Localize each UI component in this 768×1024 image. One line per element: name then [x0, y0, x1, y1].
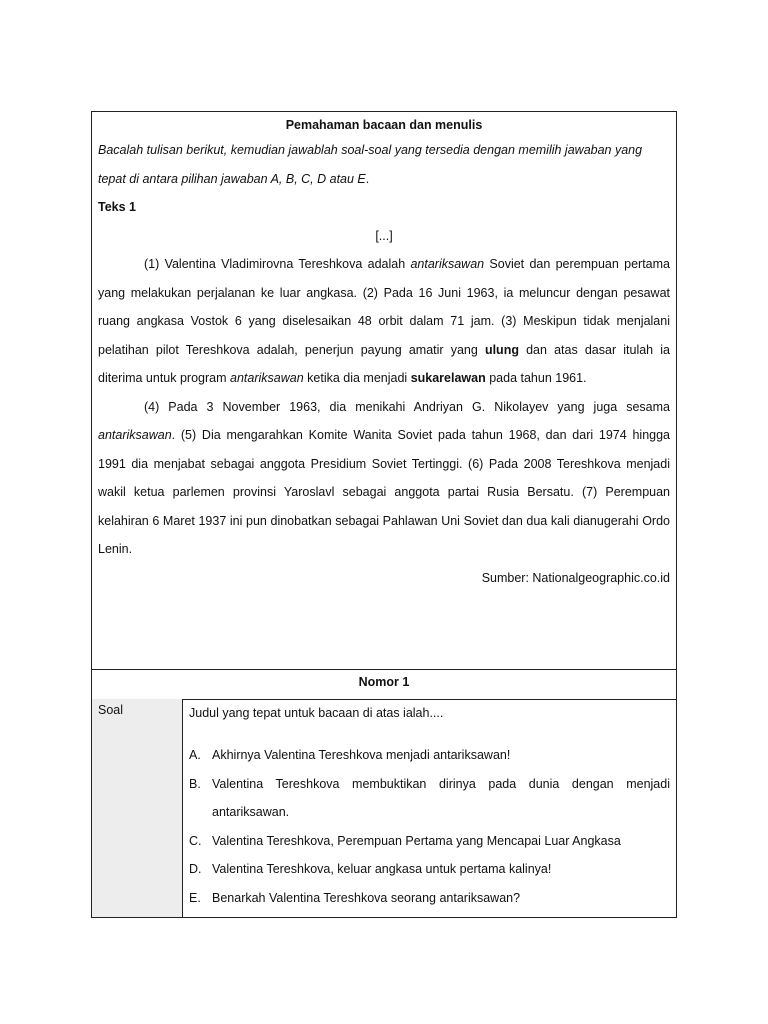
- question-box: [91, 669, 677, 918]
- option-d[interactable]: [189, 855, 670, 884]
- option-text: Valentina Tereshkova, Perempuan Pertama yang Mencapai Luar Angkasa: [212, 833, 621, 848]
- option-text: Akhirnya Valentina Tereshkova menjadi antariksawan!: [212, 748, 511, 762]
- question-row: [92, 699, 676, 917]
- paragraph-2: (4) Pada 3 November 1963, dia menikahi Andriyan G. Nikolayev yang juga sesama antariksawan. (5) Dia mengarahkan Komite Wanita Soviet pada tahun 1968, dan dari 1974 hingga 1991 dia menjabat sebagai anggota Presidium Soviet Tertinggi. (6) Pada 2008 Tereshkova menjadi wakil ketua parlemen provinsi Yaroslavl sebagai anggota partai Rusia Bersatu. (7) Perempuan kelahiran 6 Maret 1937 ini pun dinobatkan sebagai Pahlawan Uni Soviet dan dua kali dianugerahi Ordo Lenin.: [98, 399, 670, 556]
- option-key: E.: [189, 890, 201, 905]
- page-title: Pemahaman bacaan dan menulis: [285, 118, 483, 132]
- reading-passage-box: [91, 111, 677, 670]
- option-key: D.: [189, 862, 202, 876]
- ellipsis: [...]: [375, 228, 393, 243]
- option-text: Valentina Tereshkova membuktikan dirinya pada dunia dengan menjadi antariksawan.: [212, 776, 670, 819]
- question-text: Judul yang tepat untuk bacaan di atas ialah....: [189, 706, 444, 720]
- option-key: B.: [189, 776, 201, 791]
- option-text: Valentina Tereshkova, keluar angkasa untuk pertama kalinya!: [212, 862, 552, 876]
- question-number: Nomor 1: [92, 670, 676, 700]
- option-e[interactable]: [189, 884, 670, 913]
- option-key: C.: [189, 833, 202, 848]
- question-content: [183, 699, 676, 917]
- option-key: A.: [189, 748, 201, 762]
- instruction-text: Bacalah tulisan berikut, kemudian jawablah soal-soal yang tersedia dengan memilih jawaban yang tepat di antara pilihan jawaban A, B, C, D atau E.: [98, 143, 643, 186]
- option-a[interactable]: [189, 741, 670, 770]
- source-line: Sumber: Nationalgeographic.co.id: [481, 570, 670, 585]
- option-b[interactable]: [189, 770, 670, 827]
- question-label: Soal: [92, 699, 183, 917]
- option-text: Benarkah Valentina Tereshkova seorang antariksawan?: [212, 890, 521, 905]
- option-c[interactable]: [189, 827, 670, 856]
- text-label: Teks 1: [98, 200, 136, 214]
- paragraph-1: (1) Valentina Vladimirovna Tereshkova adalah antariksawan Soviet dan perempuan pertama yang melakukan perjalanan ke luar angkasa. (2) Pada 16 Juni 1963, ia meluncur dengan pesawat ruang angkasa Vostok 6 yang diselesaikan 48 orbit dalam 71 jam. (3) Meskipun tidak menjalani pelatihan pilot Tereshkova adalah, penerjun payung amatir yang ulung dan atas dasar itulah ia diterima untuk program antariksawan ketika dia menjadi sukarelawan pada tahun 1961.: [98, 257, 671, 385]
